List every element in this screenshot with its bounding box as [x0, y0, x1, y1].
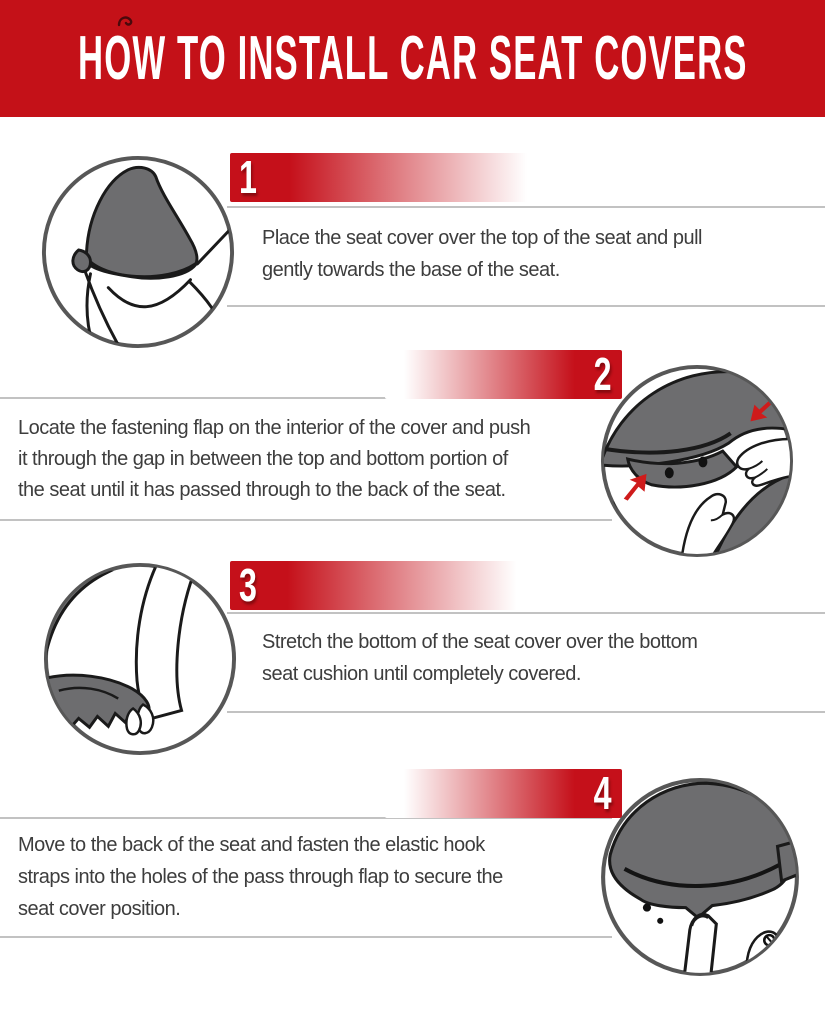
- step-3-number-bar: [230, 561, 548, 610]
- step-2-number-bar: [385, 350, 622, 399]
- step-4-instructions: [18, 829, 503, 925]
- step-2-instructions: [18, 413, 530, 506]
- instruction-line: Move to the back of the seat and fasten the elastic hook: [18, 834, 485, 856]
- header-banner: [0, 0, 825, 117]
- step-1-number: 1: [239, 151, 257, 203]
- step-3-number: 3: [239, 559, 257, 611]
- bottom-cushion-stretch-illustration: [41, 560, 239, 758]
- instruction-line: seat cover position.: [18, 898, 181, 920]
- hook-strap-fasten-illustration: [598, 775, 802, 979]
- instruction-line: Locate the fastening flap on the interior of the cover and push: [18, 417, 531, 439]
- instruction-line: straps into the holes of the pass through flap to secure the: [18, 866, 503, 888]
- instruction-line: it through the gap in between the top and bottom portion of: [18, 448, 508, 470]
- step-3-instructions: [262, 626, 697, 690]
- seat-top-cover-illustration: [39, 153, 237, 351]
- banner-squiggle-mark: [116, 13, 134, 27]
- instruction-line: gently towards the base of the seat.: [262, 259, 560, 281]
- instruction-line: seat cushion until completely covered.: [262, 663, 581, 685]
- instruction-line: Stretch the bottom of the seat cover over the bottom: [262, 631, 698, 653]
- step-4-number: 4: [594, 767, 612, 819]
- instruction-line: Place the seat cover over the top of the seat and pull: [262, 227, 702, 249]
- step-1-instructions: [262, 222, 702, 286]
- page-title: HOW TO INSTALL CAR SEAT COVERS: [77, 24, 748, 93]
- step-4-number-bar: [385, 769, 622, 818]
- step-1-number-bar: [230, 153, 560, 202]
- instruction-line: the seat until it has passed through to the back of the seat.: [18, 479, 506, 501]
- fastening-flap-push-illustration: [598, 362, 796, 560]
- step-2-number: 2: [594, 348, 612, 400]
